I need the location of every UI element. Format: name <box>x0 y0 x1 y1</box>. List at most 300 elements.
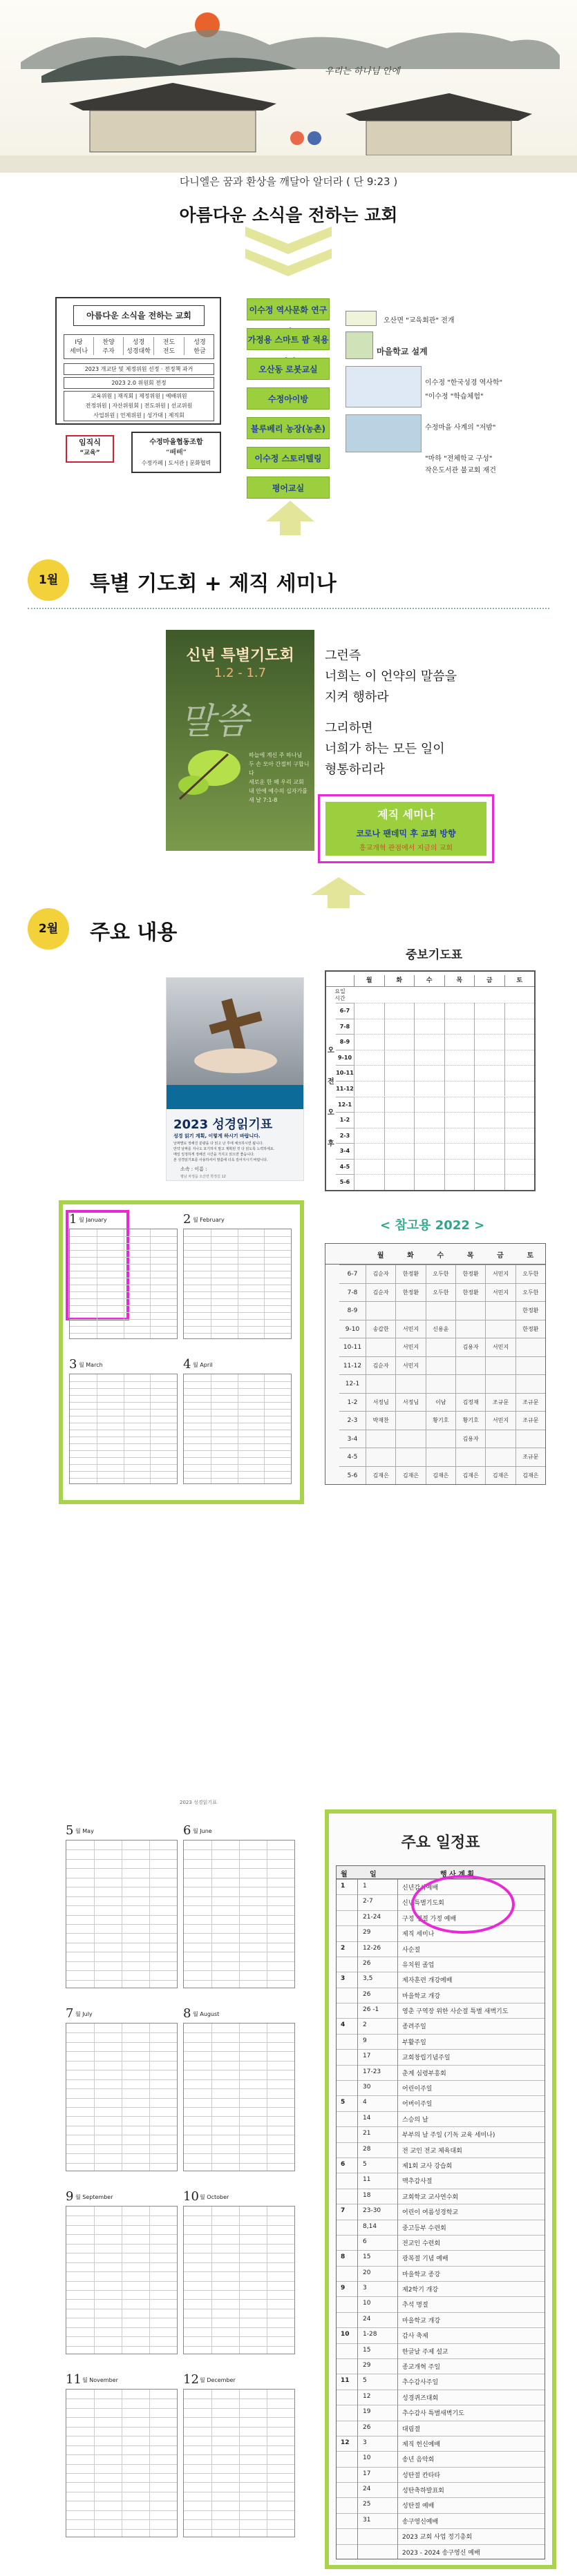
schedule-day: 12 <box>363 2392 371 2400</box>
month-block <box>183 1212 292 1343</box>
schedule-month: 8 <box>341 2253 346 2261</box>
schedule-row <box>337 2173 545 2188</box>
schedule-event: 추석 명절 <box>402 2302 428 2309</box>
schedule-row <box>337 2312 545 2327</box>
schedule-event: 성탄절 예배 <box>402 2503 435 2510</box>
schedule-month: 1 <box>341 1883 346 1890</box>
reference-cell: 김재은 <box>426 1466 455 1485</box>
schedule-day: 2-7 <box>363 1898 373 1905</box>
schedule-row <box>337 2451 545 2466</box>
prayer-time-label: 9-10 <box>336 1050 354 1066</box>
bible-rule: 매일 일정하게 정해진 시간을 가지고 읽으면 좋습니다. <box>173 1153 255 1157</box>
photo-thumb <box>346 311 377 326</box>
schedule-day: 28 <box>363 2145 371 2153</box>
schedule-event: 어린이 여름성경학교 <box>402 2209 459 2217</box>
month-grid <box>183 1229 292 1339</box>
month-name: 월 May <box>75 1828 94 1834</box>
schedule-day: 3,5 <box>363 1975 373 1983</box>
prayer-cell <box>444 1081 475 1097</box>
highlight-circle <box>411 1875 515 1934</box>
reference-cell <box>455 1356 485 1375</box>
poem-line: 너희는 이 언약의 말씀을 <box>325 669 457 684</box>
reference-time-label: 1-2 <box>339 1393 366 1412</box>
schedule-row <box>337 2157 545 2173</box>
prayer-cell <box>414 1065 444 1081</box>
schedule-event: 성탄절 칸타타 <box>402 2472 441 2479</box>
prayer-cell <box>384 1159 415 1175</box>
prayer-cell <box>504 1174 535 1190</box>
schedule-day: 26 <box>363 2423 371 2431</box>
reference-cell <box>426 1356 455 1375</box>
prayer-cell <box>354 1050 384 1066</box>
cross-icon <box>167 978 303 1085</box>
schedule-row <box>337 2034 545 2049</box>
schedule-event: 교회학교 교사연수회 <box>402 2193 459 2201</box>
schedule-day: 15 <box>363 2346 371 2354</box>
org-column-top: 성경 <box>132 339 145 346</box>
poster-line: 내 안에 예수의 십자가를 <box>249 788 308 794</box>
schedule-day: 10 <box>363 2454 371 2462</box>
reference-cell: 한정환 <box>515 1301 545 1320</box>
schedule-day: 17 <box>363 2470 371 2477</box>
reference-cell: 박재찬 <box>366 1411 395 1430</box>
schedule-row <box>337 2467 545 2482</box>
schedule-event: 송년 음악회 <box>402 2457 435 2464</box>
reference-cell <box>366 1448 395 1466</box>
reference-time-label: 4-5 <box>339 1448 366 1466</box>
prayer-cell <box>504 1034 535 1050</box>
prayer-cell <box>354 1174 384 1190</box>
prayer-table-body <box>326 1003 534 1190</box>
reference-cell: 김재은 <box>366 1466 395 1485</box>
prayer-cell <box>384 1050 415 1066</box>
month-number: 2 <box>183 1212 191 1227</box>
prayer-cell <box>414 1003 444 1019</box>
schedule-day: 29 <box>363 2361 371 2369</box>
month-name: 월 November <box>82 2377 118 2383</box>
prayer-cell <box>444 1097 475 1113</box>
reference-day-header: 토 <box>527 1252 534 1260</box>
poster-title: 신년 특별기도회 <box>186 647 294 664</box>
schedule-event: 종려주일 <box>402 2024 426 2031</box>
prayer-cell <box>384 1143 415 1159</box>
schedule-day: 5 <box>363 2160 367 2168</box>
schedule-row <box>337 1957 545 1972</box>
schedule-month: 10 <box>341 2331 350 2338</box>
section-badge: 1월 <box>28 559 69 601</box>
poster-photo <box>167 978 303 1085</box>
reference-cell: 한정환 <box>395 1265 425 1283</box>
bible-rule: 본 성경읽기표를 사용하셔서 말씀에 더욱 깊어지시기 바랍니다. <box>173 1158 268 1162</box>
section-badge: 2월 <box>28 908 69 950</box>
bible-fields: 소속 : 이름 : <box>180 1166 207 1172</box>
prayer-cell <box>474 1081 504 1097</box>
reference-cell <box>485 1374 515 1393</box>
reference-cell: 서민지 <box>485 1283 515 1302</box>
grid-col-line <box>94 2390 95 2537</box>
prayer-cell <box>384 1019 415 1035</box>
prayer-cell <box>354 1019 384 1035</box>
person-figure <box>290 131 304 145</box>
schedule-day: 19 <box>363 2408 371 2416</box>
reference-body <box>325 1265 545 1484</box>
reference-cell: 이남 <box>426 1393 455 1412</box>
program-button[interactable]: 수정아이방 <box>247 387 330 410</box>
schedule-event: 마을학교 개강 <box>402 2317 441 2325</box>
month-name: 월 April <box>193 1362 213 1368</box>
grid-col-line <box>149 2390 150 2537</box>
page-title: 아름다운 소식을 전하는 교회 <box>179 205 398 225</box>
prayer-cell <box>354 1065 384 1081</box>
poster-line: 하늘에 계신 주 하나님 <box>249 752 303 758</box>
schedule-row <box>337 2095 545 2111</box>
grid-col-line <box>149 2024 150 2171</box>
schedule-event: 춘계 심령부흥회 <box>402 2070 446 2077</box>
seminar-panel <box>325 802 486 856</box>
month-grid <box>66 2023 178 2171</box>
reference-cell <box>395 1374 425 1393</box>
bible-rule: 날짜별로 정해진 분량을 다 읽고 난 후에 체크하시면 됩니다. <box>173 1142 264 1146</box>
schedule-day: 2 <box>363 2021 367 2029</box>
schedule-col-event: 행 사 계 획 <box>440 1871 475 1878</box>
program-button[interactable]: 평어교실 <box>247 477 330 499</box>
poem-line: 지켜 행하라 <box>325 690 389 704</box>
poem-verse-2 <box>325 718 445 780</box>
grid-col-line <box>211 2390 212 2537</box>
month-block <box>66 2189 178 2358</box>
schedule-event: 2023 - 2024 송구영신 예배 <box>402 2549 480 2557</box>
house-left <box>90 110 256 152</box>
grid-col-line <box>239 2024 240 2171</box>
schedule-event: 제직 헌신예배 <box>402 2441 441 2448</box>
program-button[interactable]: 오산동 로봇교실 <box>247 358 330 380</box>
schedule-event: 대림절 <box>402 2425 421 2433</box>
calendar-grid-b <box>66 1823 301 2555</box>
month-block <box>66 2372 178 2541</box>
schedule-month: 4 <box>341 2021 346 2029</box>
org-column-bottom: 전도 <box>162 348 176 355</box>
arrow-up-icon <box>266 501 314 535</box>
prayer-cell <box>444 1034 475 1050</box>
reference-cell: 황기호 <box>455 1411 485 1430</box>
prayer-cell <box>504 1050 535 1066</box>
grid-col-line <box>211 2207 212 2354</box>
reference-time-label: 2-3 <box>339 1411 366 1430</box>
prayer-cell <box>384 1097 415 1113</box>
reference-cell: 서민지 <box>485 1265 515 1283</box>
program-button[interactable]: 가정용 스마트 팜 적용 <box>247 328 330 350</box>
reference-cell: 조규문 <box>515 1448 545 1466</box>
schedule-day: 6 <box>363 2238 367 2245</box>
schedule-event: 성경퀴즈대회 <box>402 2394 439 2402</box>
schedule-day: 3 <box>363 2285 367 2292</box>
schedule-event: 제직 세미나 <box>402 1931 435 1939</box>
schedule-row <box>337 2405 545 2420</box>
schedule-day: 30 <box>363 2084 371 2091</box>
poster-line: 새로운 한 해 우리 교회 <box>249 779 304 785</box>
ordination-box <box>66 435 114 463</box>
schedule-row <box>337 2374 545 2389</box>
schedule-day: 20 <box>363 2269 371 2276</box>
prayer-cell <box>414 1174 444 1190</box>
reference-day-header: 월 <box>377 1252 384 1260</box>
prayer-cell <box>474 1019 504 1035</box>
month-number: 4 <box>183 1357 191 1372</box>
month-block <box>183 1823 295 1992</box>
prayer-cell <box>444 1112 475 1128</box>
reference-cell <box>515 1338 545 1356</box>
grid-col-line <box>264 1229 265 1338</box>
prayer-side-label: 전 <box>328 1078 334 1086</box>
month-number: 5 <box>66 1823 74 1838</box>
program-button[interactable]: 이수정 역사문화 연구 <box>247 298 330 320</box>
prayer-time-label: 7-8 <box>336 1019 354 1035</box>
schedule-row <box>337 1941 545 1957</box>
prayer-cell <box>474 1143 504 1159</box>
schedule-event: 신년특별기도회 <box>402 1900 444 1907</box>
reference-time-label: 5-6 <box>339 1466 366 1485</box>
schedule-day: 1 <box>363 1883 367 1890</box>
month-block <box>183 2372 295 2541</box>
reference-header <box>325 1244 545 1265</box>
prayer-side-label: 오 <box>328 1047 334 1055</box>
reference-cell <box>455 1448 485 1466</box>
month-number: 3 <box>69 1357 77 1372</box>
reference-day-header: 금 <box>497 1252 504 1260</box>
committee-row: 전정위원 | 자산위원회 | 전도위원 | 선교위원 <box>85 403 193 409</box>
prayer-cell <box>504 1019 535 1035</box>
prayer-day-header: 화 <box>384 975 415 987</box>
arrow-up-icon <box>311 877 366 908</box>
month-grid <box>69 1374 178 1484</box>
program-button[interactable]: 불루베리 농장(농촌) <box>247 417 330 439</box>
committee-list <box>64 391 214 421</box>
prayer-cell <box>414 1019 444 1035</box>
schedule-event: 송구영신예배 <box>402 2518 439 2526</box>
reference-cell: 조규문 <box>515 1393 545 1412</box>
schedule-month: 3 <box>341 1975 346 1983</box>
grid-col-line <box>94 2207 95 2354</box>
org-column-bottom: 성경대학 <box>126 348 151 355</box>
poem-line: 그런즉 <box>325 648 361 663</box>
note: "이수정 "학습체험" <box>425 393 484 401</box>
prayer-corner-label: 시간 <box>334 995 346 1001</box>
vision-label: 2023 개교단 및 제정위원 선정 · 전정책 과거 <box>64 363 214 375</box>
schedule-event: 스승의 날 <box>402 2116 428 2124</box>
month-number: 8 <box>183 2006 191 2021</box>
schedule-body <box>336 1879 545 2559</box>
reference-cell: 신용윤 <box>426 1320 455 1338</box>
month-name: 월 September <box>75 2194 113 2200</box>
org-column-bottom: 주자 <box>102 348 115 355</box>
month-number: 10 <box>183 2189 199 2204</box>
reference-cell <box>455 1301 485 1320</box>
org-column-bottom: 세미나 <box>69 348 88 355</box>
prayer-cell <box>444 1003 475 1019</box>
reference-cell: 서민지 <box>485 1338 515 1356</box>
prayer-cell <box>504 1128 535 1144</box>
coop-sub: “빼빼” <box>166 449 187 456</box>
poem-line: 너희가 하는 모든 일이 <box>325 742 445 756</box>
grid-col-line <box>264 1374 265 1483</box>
grid-col-line <box>239 2390 240 2537</box>
schedule-day: 26 <box>363 1959 371 1967</box>
prayer-cell <box>354 1081 384 1097</box>
prayer-cell <box>444 1050 475 1066</box>
calendar-grid-a <box>69 1212 297 1499</box>
prayer-time-label: 12-1 <box>336 1097 354 1113</box>
poster-lines <box>249 751 312 805</box>
poster-dates: 1.2 - 1.7 <box>214 666 267 680</box>
prayer-cell <box>384 1081 415 1097</box>
reference-cell: 한정환 <box>455 1265 485 1283</box>
prayer-cell <box>474 1112 504 1128</box>
prayer-side-label: 오 <box>328 1109 334 1117</box>
month-block <box>66 1823 178 1992</box>
poster-word: 말씀 <box>180 701 249 742</box>
prayer-side-label: 후 <box>328 1140 334 1148</box>
reference-cell <box>455 1374 485 1393</box>
schedule-row <box>337 2220 545 2235</box>
seminar-box <box>318 794 494 863</box>
reference-cell <box>366 1374 395 1393</box>
schedule-row <box>337 2436 545 2451</box>
prayer-cell <box>354 1128 384 1144</box>
reference-cell <box>426 1301 455 1320</box>
org-box-title: 아름다운 소식을 전하는 교회 <box>73 305 205 326</box>
prayer-cell <box>444 1128 475 1144</box>
seminar-line: 흥교개혁 관점에서 지금의 교회 <box>359 845 453 852</box>
schedule-row <box>337 2513 545 2528</box>
schedule-row <box>337 2111 545 2126</box>
month-block <box>66 2006 178 2175</box>
prayer-cell <box>474 1128 504 1144</box>
month-name: 월 March <box>79 1362 103 1368</box>
month-name: 월 February <box>193 1217 225 1223</box>
schedule-row <box>337 2235 545 2250</box>
schedule-day: 24 <box>363 2486 371 2493</box>
prayer-cell <box>444 1065 475 1081</box>
roof-left <box>69 83 276 110</box>
reference-cell: 서민지 <box>485 1411 515 1430</box>
reference-day-header: 화 <box>407 1252 414 1260</box>
schedule-day: 31 <box>363 2516 371 2524</box>
prayer-cell <box>444 1174 475 1190</box>
prayer-cell <box>354 1159 384 1175</box>
committee-row: 교육위원 | 재직회 | 제정위원 | 예배위원 <box>91 393 187 399</box>
prayer-cell <box>474 1050 504 1066</box>
prayer-time-label: 5-6 <box>336 1174 354 1190</box>
prayer-cell <box>414 1081 444 1097</box>
schedule-row <box>337 1988 545 2003</box>
prayer-cell <box>384 1128 415 1144</box>
grid-col-line <box>211 2024 212 2171</box>
schedule-event: 마을학교 개강 <box>402 1992 441 2000</box>
schedule-event: 마을학교 종강 <box>402 2271 441 2278</box>
schedule-event: 추수감사주일 <box>402 2379 439 2387</box>
note: 마을학교 설계 <box>377 347 428 356</box>
note: 이수정 "한국성경 역사학" <box>425 379 503 387</box>
prayer-cell <box>414 1159 444 1175</box>
coop-title: 수정마을협동조합 <box>149 439 203 446</box>
schedule-row <box>337 2065 545 2080</box>
bible-rules <box>173 1141 298 1163</box>
reference-cell: 서정님 <box>366 1393 395 1412</box>
schedule-col-divider <box>357 1879 358 2559</box>
reference-cell <box>395 1448 425 1466</box>
org-columns <box>64 334 214 359</box>
month-grid <box>66 2389 178 2537</box>
schedule-day: 18 <box>363 2191 371 2199</box>
schedule-row <box>337 2281 545 2296</box>
schedule-row <box>337 2049 545 2064</box>
month-block <box>69 1357 178 1488</box>
schedule-event: 종교개혁 주일 <box>402 2363 441 2371</box>
reference-cell <box>455 1320 485 1338</box>
schedule-event: 중고등부 수련회 <box>402 2224 446 2232</box>
prayer-cell <box>504 1081 535 1097</box>
reference-cell <box>485 1430 515 1448</box>
photo-thumb <box>346 331 373 359</box>
reference-time-label: 3-4 <box>339 1430 366 1448</box>
grid-col-line <box>211 1840 212 1988</box>
program-button[interactable]: 이수정 스토리텔링 <box>247 447 330 469</box>
reference-cell <box>395 1411 425 1430</box>
schedule-row <box>337 2327 545 2343</box>
month-grid <box>183 1840 295 1988</box>
poem-line: 그리하면 <box>325 721 373 736</box>
prayer-cell <box>354 1143 384 1159</box>
schedule-day: 12-26 <box>363 1944 381 1952</box>
month-number: 12 <box>183 2372 199 2387</box>
prayer-day-header: 수 <box>414 975 444 987</box>
reference-cell: 서민지 <box>395 1338 425 1356</box>
month-grid <box>69 1229 178 1339</box>
reference-time-label: 9-10 <box>339 1320 366 1338</box>
prayer-cell <box>414 1050 444 1066</box>
schedule-row <box>337 2390 545 2405</box>
org-box <box>55 297 221 425</box>
schedule-event: 신년감사예배 <box>402 1885 439 1892</box>
seminar-line: 코로나 팬데믹 후 교회 방향 <box>356 829 456 838</box>
grid-col-line <box>150 1229 151 1338</box>
reference-cell <box>395 1301 425 1320</box>
prayer-cell <box>504 1112 535 1128</box>
reference-cell <box>515 1356 545 1375</box>
reference-cell: 김용자 <box>455 1430 485 1448</box>
bible-reading-poster <box>166 977 304 1181</box>
reference-cell <box>485 1356 515 1375</box>
schedule-event: 교회창립기념주일 <box>402 2055 451 2062</box>
prayer-corner-label: 요일 <box>334 988 346 994</box>
prayer-cell <box>354 1003 384 1019</box>
prayer-corner <box>328 988 352 1002</box>
poem-line: 형통하리라 <box>325 762 385 777</box>
schedule-row <box>337 2018 545 2033</box>
reference-cell <box>426 1430 455 1448</box>
grid-col-line <box>239 1840 240 1988</box>
schedule-event: 전교인 수련회 <box>402 2240 441 2247</box>
landscape-illustration <box>0 0 577 173</box>
reference-cell: 김재은 <box>485 1466 515 1485</box>
reference-cell <box>395 1430 425 1448</box>
org-column-top: 전도 <box>162 339 176 346</box>
section-title: 특별 기도회 + 제직 세미나 <box>90 572 337 596</box>
bible-title: 2023 성경읽기표 <box>173 1117 273 1132</box>
reference-cell <box>515 1430 545 1448</box>
schedule-event: 성탄축하발표회 <box>402 2488 444 2495</box>
schedule-day: 15 <box>363 2253 371 2261</box>
